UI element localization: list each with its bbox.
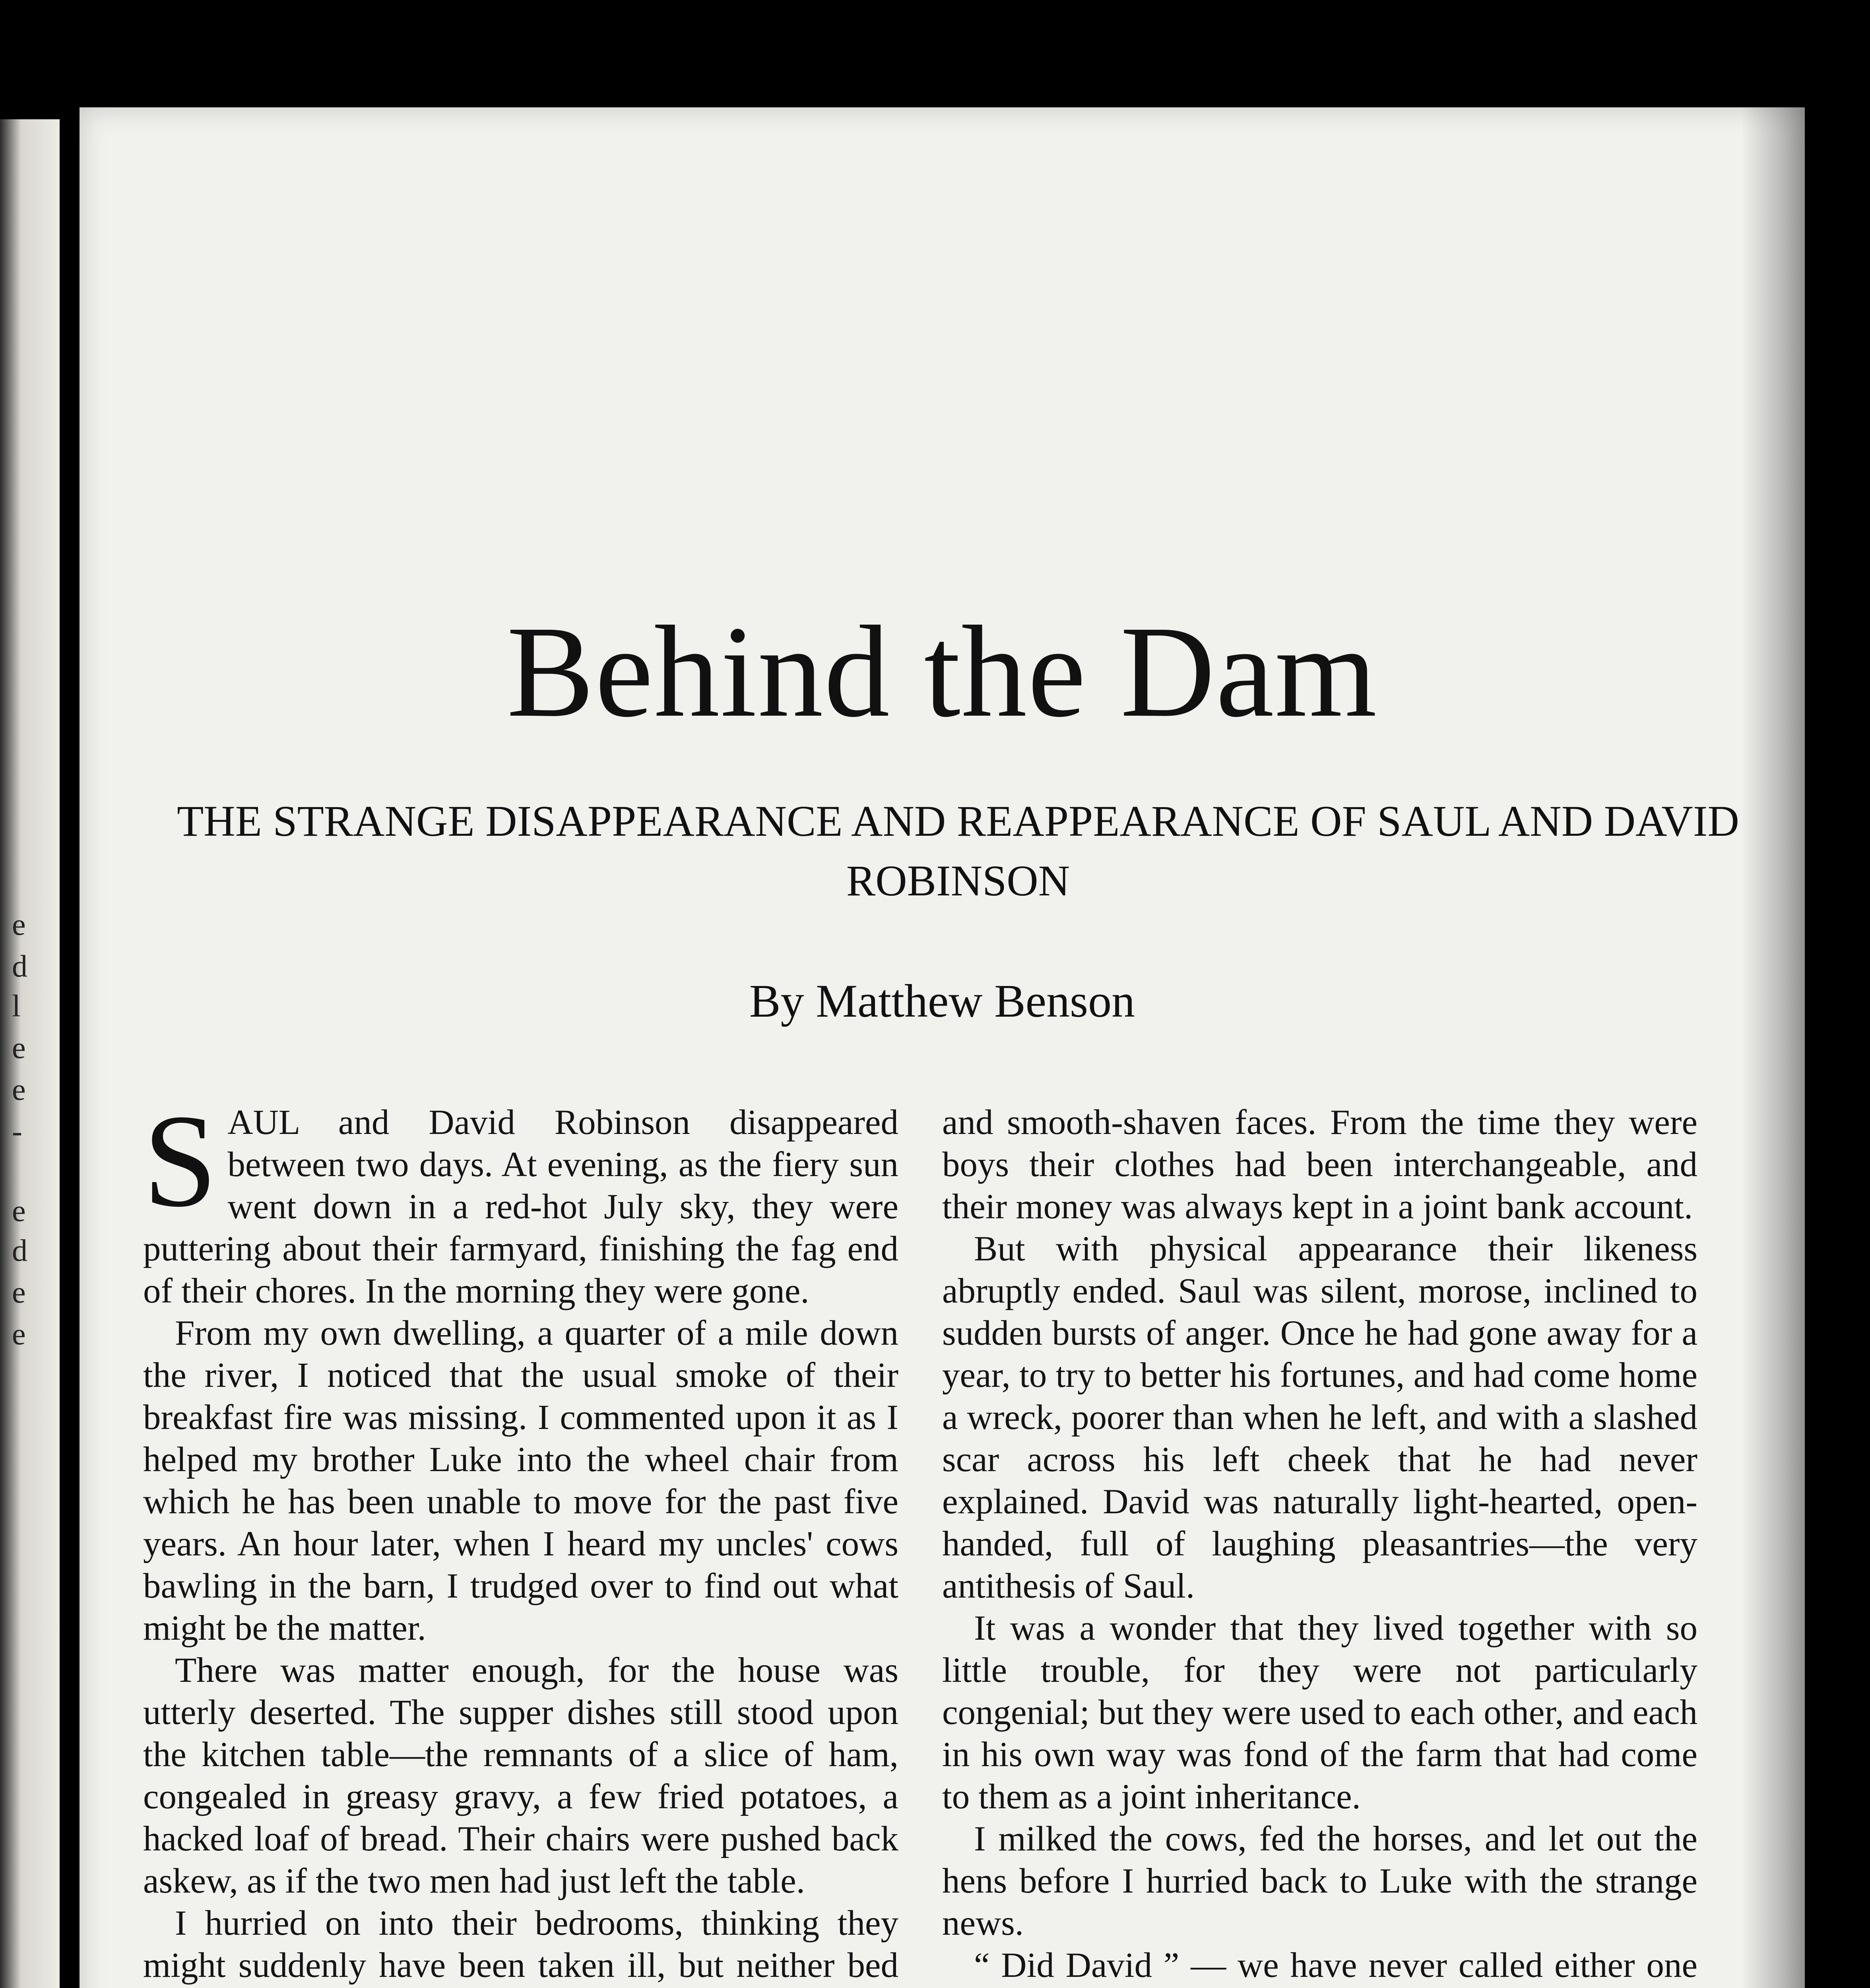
magazine-page	[80, 107, 1805, 1988]
fragment: e	[12, 1030, 26, 1065]
text-column-right	[942, 1101, 1697, 1988]
fragment: e	[12, 1193, 26, 1228]
opening-text: AUL and David Robinson disappeared between two days. At evening, as the fiery sun went down in a red-hot July sky, they were puttering about their farmyard, finishing the fag end of their chores. In the morning they were gone.	[143, 1103, 898, 1310]
drop-cap: S	[143, 1087, 217, 1235]
paragraph: “ Did David ” — we have never called either one	[974, 1946, 1697, 1985]
page-gutter-shadow	[1741, 107, 1805, 1988]
fragment: e	[12, 907, 26, 942]
fragment: l	[12, 988, 21, 1023]
article-title: Behind the Dam	[506, 599, 1378, 744]
fragment: e	[12, 1275, 26, 1309]
fragment: d	[12, 949, 27, 983]
article-byline: By Matthew Benson	[749, 975, 1135, 1027]
paragraph: It was a wonder that they lived together with so little trouble, for they were not particularly congenial; but they were used to each other, and each in his own way was fond of the farm that had come to them as a joint inheritance.	[942, 1609, 1697, 1816]
paragraph-opening	[143, 1087, 898, 1312]
paragraph: I hurried on into their bedrooms, thinking they might suddenly have been taken ill, but neither bed	[143, 1904, 898, 1985]
paragraph: I milked the cows, fed the horses, and let out the hens before I hurried back to Luke with the strange news.	[942, 1819, 1697, 1943]
paragraph: There was matter enough, for the house was utterly deserted. The supper dishes still stood upon the kitchen table—the remnants of a slice of ham, congealed in greasy gravy, a few fried potatoes, a hacked loaf of bread. Their chairs were pushed back askew, as if the two men had just left the table.	[143, 1651, 898, 1901]
fragment: e	[12, 1316, 26, 1351]
fragment: e	[12, 1072, 26, 1107]
article-subtitle: THE STRANGE DISAPPEARANCE AND REAPPEARANCE OF SAUL AND DAVID ROBINSON	[177, 797, 1739, 905]
paragraph-continuation: and smooth-shaven faces. From the time they were boys their clothes had been interchangeable, and their money was always kept in a joint bank account.	[942, 1103, 1697, 1226]
fragment: d	[12, 1233, 27, 1268]
paragraph: But with physical appearance their likeness abruptly ended. Saul was silent, morose, inclined to sudden bursts of anger. Once he had gone away for a year, to try to better his fortunes, and had come home a wreck, poorer than when he left, and with a slashed scar across his left cheek that he had never explained. David was naturally light-hearted, open-handed, full of laughing pleasantries—the very antithesis of Saul.	[942, 1229, 1697, 1606]
paragraph: From my own dwelling, a quarter of a mile down the river, I noticed that the usual smoke of their breakfast fire was missing. I commented upon it as I helped my brother Luke into the wheel chair from which he has been unable to move for the past five years. An hour later, when I heard my uncles' cows bawling in the barn, I trudged over to find out what might be the matter.	[143, 1314, 898, 1648]
adjacent-page-text-fragments	[0, 119, 60, 1988]
fragment: -	[12, 1114, 22, 1148]
text-column-left	[143, 1087, 898, 1988]
